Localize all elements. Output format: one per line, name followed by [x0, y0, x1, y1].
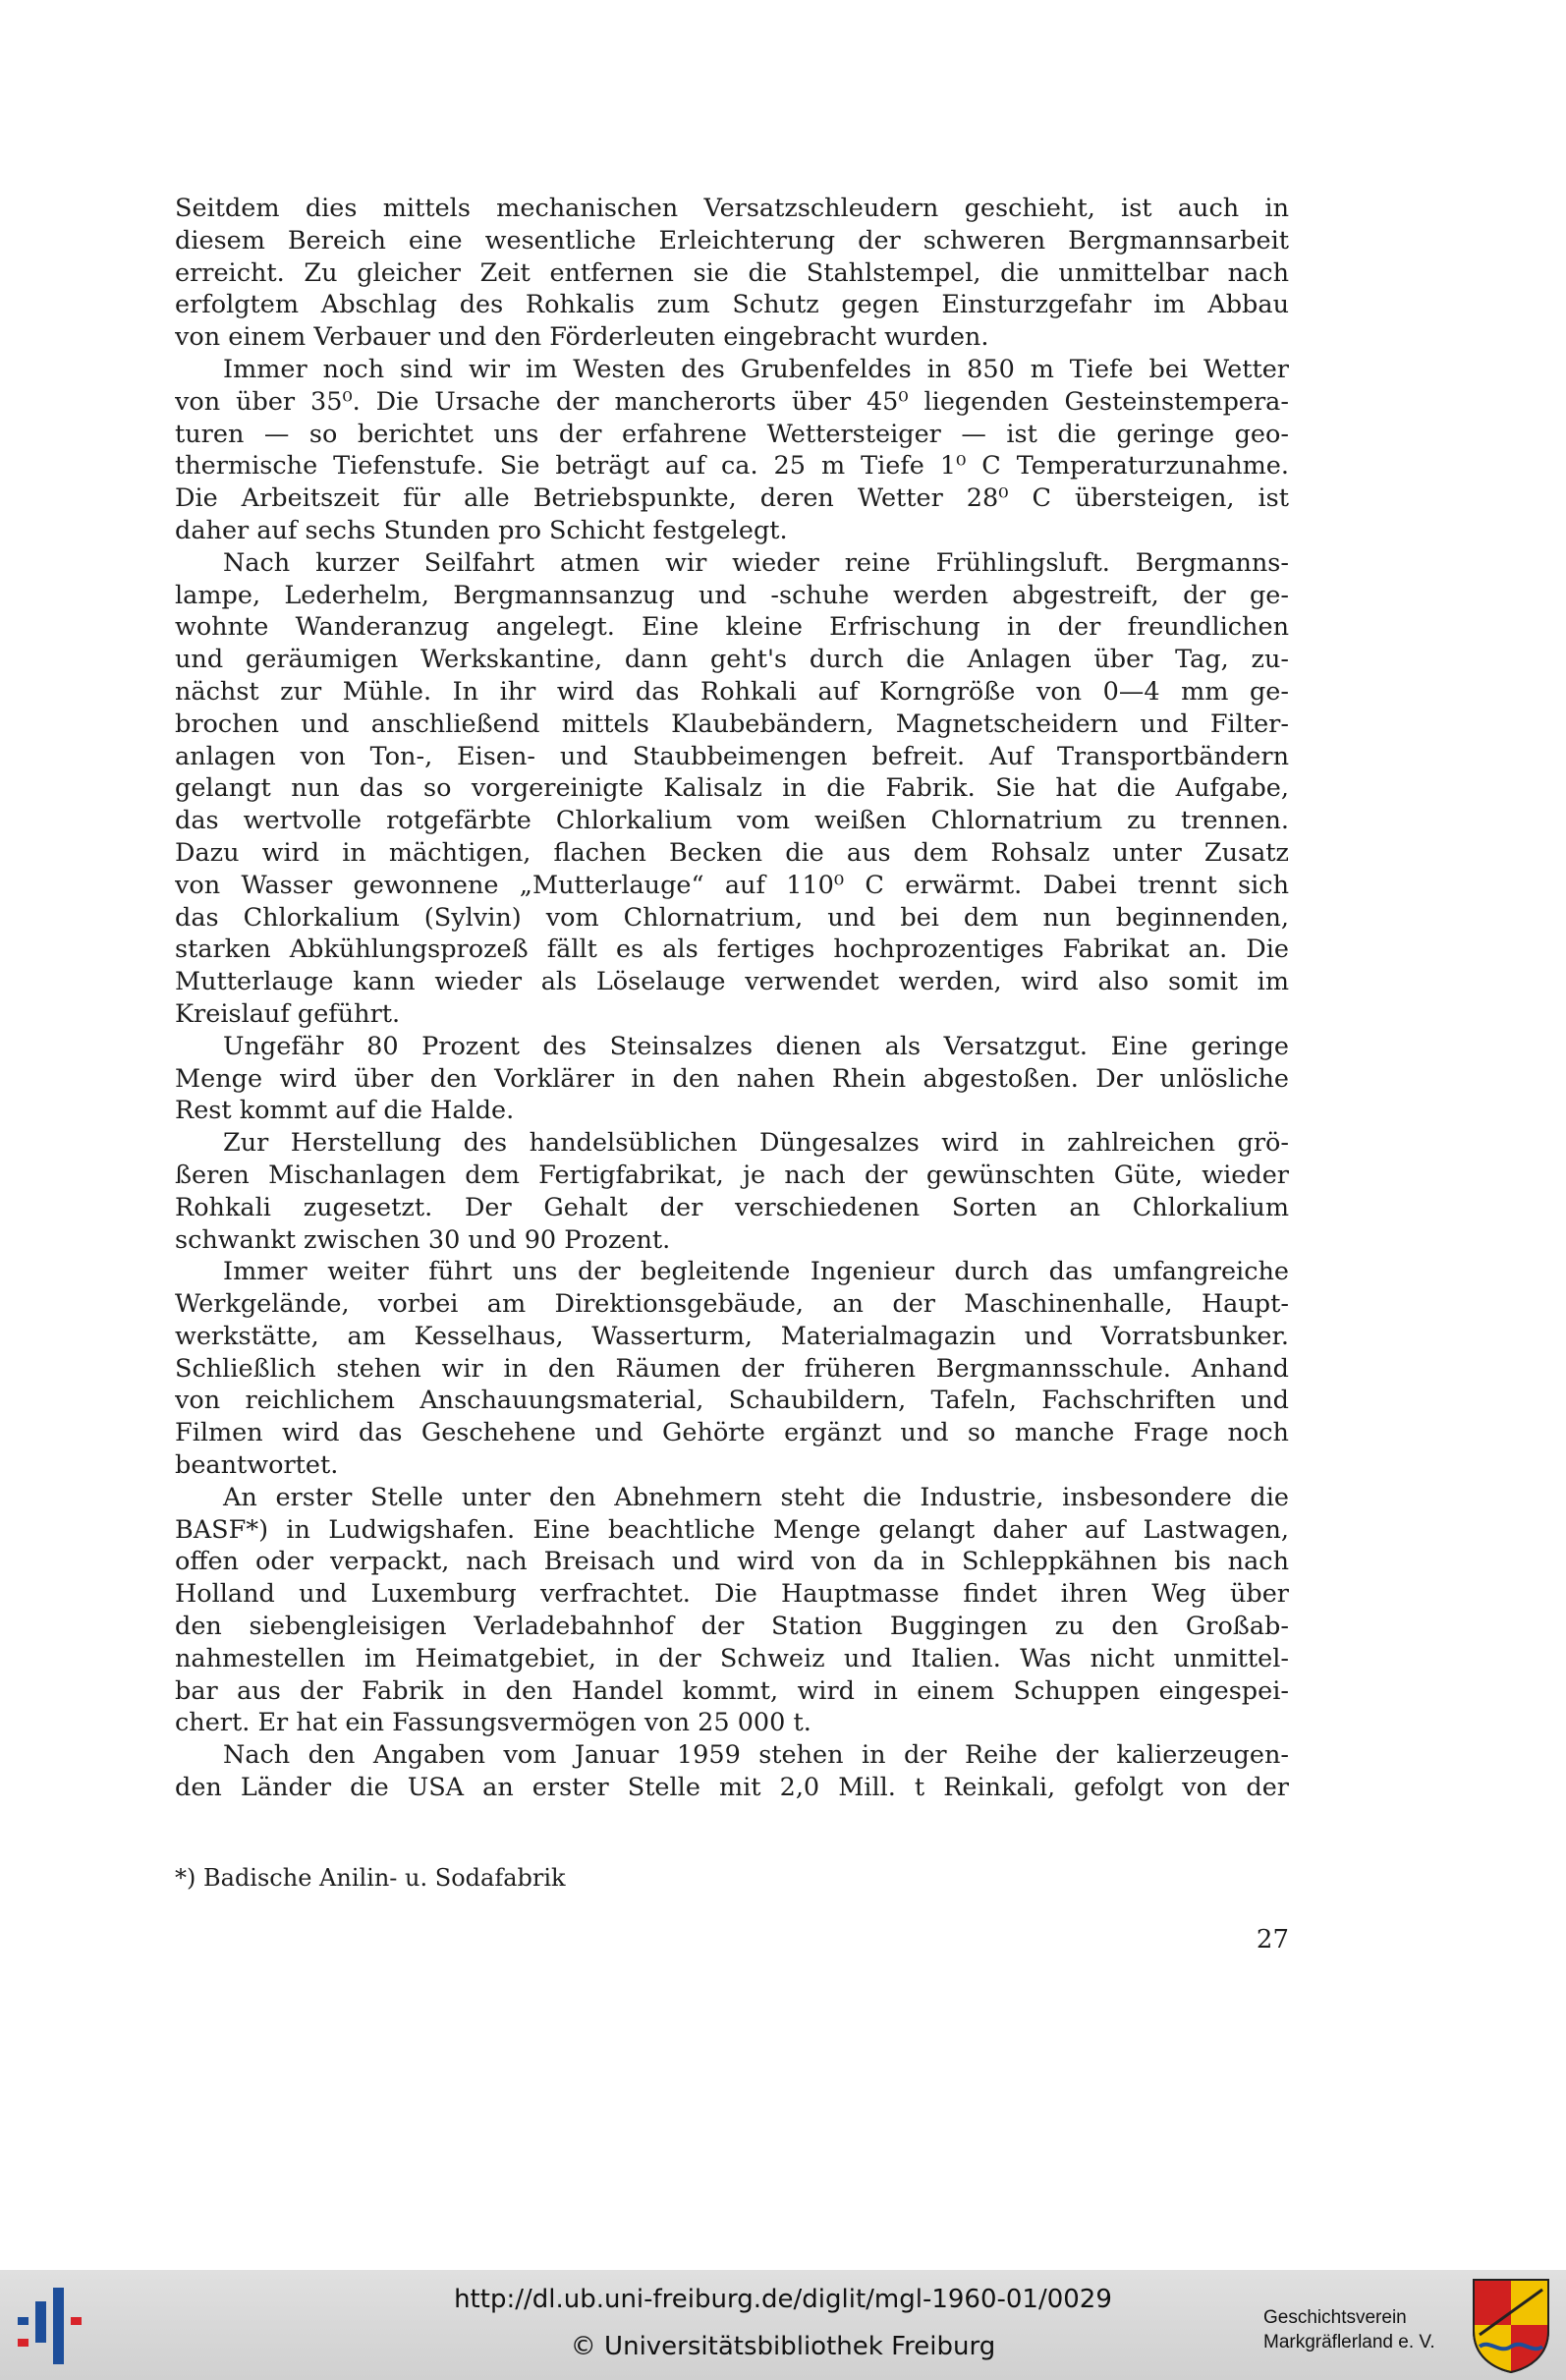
text-line: von über 35⁰. Die Ursache der mancherorts über 45⁰ liegenden Gesteinstempera-	[175, 386, 1289, 417]
text-line: offen oder verpackt, nach Breisach und wird von da in Schleppkähnen bis nach	[175, 1547, 1289, 1577]
footnote: *) Badische Anilin- u. Sodafabrik	[175, 1864, 566, 1892]
text-line: Mutterlauge kann wieder als Löselauge verwendet werden, wird also somit im	[175, 967, 1289, 997]
text-line: An erster Stelle unter den Abnehmern steht die Industrie, insbesondere die	[223, 1482, 1289, 1512]
text-line: Rest kommt auf die Halde.	[175, 1096, 515, 1126]
text-line: erreicht. Zu gleicher Zeit entfernen sie die Stahlstempel, die unmittelbar nach	[175, 257, 1289, 288]
text-line: turen — so berichtet uns der erfahrene Wettersteiger — ist die geringe geo-	[175, 419, 1289, 449]
text-line: Seitdem dies mittels mechanischen Versatzschleudern geschieht, ist auch in	[175, 194, 1289, 223]
text-line: Die Arbeitszeit für alle Betriebspunkte, deren Wetter 28⁰ C übersteigen, ist	[175, 483, 1289, 514]
society-name-line1: Geschichtsverein	[1263, 2307, 1407, 2328]
text-line: lampe, Lederhelm, Bergmannsanzug und -schuhe werden abgestreift, der ge-	[175, 580, 1289, 610]
text-line: Zur Herstellung des handelsüblichen Düngesalzes wird in zahlreichen grö-	[223, 1128, 1289, 1159]
text-line: erfolgtem Abschlag des Rohkalis zum Schutz gegen Einsturzgefahr im Abbau	[175, 290, 1289, 320]
text-line: von Wasser gewonnene „Mutterlauge“ auf 110⁰ C erwärmt. Dabei trennt sich	[175, 870, 1289, 900]
text-line: von reichlichem Anschauungsmaterial, Schaubildern, Tafeln, Fachschriften und	[175, 1386, 1289, 1416]
text-line: von einem Verbauer und den Förderleuten eingebracht wurden.	[175, 322, 989, 353]
text-line: thermische Tiefenstufe. Sie beträgt auf ca. 25 m Tiefe 1⁰ C Temperaturzunahme.	[175, 451, 1289, 482]
text-line: den Länder die USA an erster Stelle mit 2,0 Mill. t Reinkali, gefolgt von der	[175, 1773, 1289, 1803]
text-line: wohnte Wanderanzug angelegt. Eine kleine Erfrischung in der freundlichen	[175, 612, 1289, 643]
text-line: und geräumigen Werkskantine, dann geht's durch die Anlagen über Tag, zu-	[175, 645, 1289, 675]
text-line: nahmestellen im Heimatgebiet, in der Schweiz und Italien. Was nicht unmittel-	[175, 1643, 1289, 1673]
text-line: Nach kurzer Seilfahrt atmen wir wieder reine Frühlingsluft. Bergmanns-	[223, 547, 1289, 578]
copyright-notice: © Universitätsbibliothek Freiburg	[570, 2332, 996, 2361]
text-line: Schließlich stehen wir in den Räumen der früheren Bergmannsschule. Anhand	[175, 1353, 1289, 1384]
text-line: starken Abkühlungsprozeß fällt es als fertiges hochprozentiges Fabrikat an. Die	[175, 935, 1289, 965]
text-line: chert. Er hat ein Fassungsvermögen von 25 000 t.	[175, 1708, 811, 1738]
coat-of-arms-icon	[1470, 2276, 1552, 2374]
text-line: Dazu wird in mächtigen, flachen Becken die aus dem Rohsalz unter Zusatz	[175, 837, 1289, 868]
text-line: diesem Bereich eine wesentliche Erleichterung der schweren Bergmannsarbeit	[175, 225, 1289, 255]
text-line: Immer noch sind wir im Westen des Grubenfeldes in 850 m Tiefe bei Wetter	[223, 354, 1289, 384]
body-text	[175, 193, 1289, 1804]
text-line: Werkgelände, vorbei am Direktionsgebäude, an der Maschinenhalle, Haupt-	[175, 1289, 1289, 1320]
permalink-url[interactable]: http://dl.ub.uni-freiburg.de/diglit/mgl-1960-01/0029	[454, 2285, 1112, 2314]
text-line: anlagen von Ton-, Eisen- und Staubbeimengen befreit. Auf Transportbändern	[175, 741, 1289, 771]
text-line: Rohkali zugesetzt. Der Gehalt der verschiedenen Sorten an Chlorkalium	[175, 1192, 1289, 1222]
text-line: das Chlorkalium (Sylvin) vom Chlornatrium, und bei dem nun beginnenden,	[175, 902, 1289, 933]
text-line: Filmen wird das Geschehene und Gehörte ergänzt und so manche Frage noch	[175, 1418, 1289, 1448]
text-line: daher auf sechs Stunden pro Schicht festgelegt.	[175, 515, 788, 545]
page-number: 27	[1256, 1925, 1289, 1955]
society-name-line2: Markgräflerland e. V.	[1263, 2332, 1435, 2352]
text-line: ßeren Mischanlagen dem Fertigfabrikat, je nach der gewünschten Güte, wieder	[175, 1160, 1289, 1190]
text-line: Ungefähr 80 Prozent des Steinsalzes dienen als Versatzgut. Eine geringe	[223, 1031, 1289, 1061]
text-line: bar aus der Fabrik in den Handel kommt, wird in einem Schuppen eingespei-	[175, 1675, 1289, 1706]
text-line: das wertvolle rotgefärbte Chlorkalium vom weißen Chlornatrium zu trennen.	[175, 806, 1289, 836]
text-line: schwankt zwischen 30 und 90 Prozent.	[175, 1224, 671, 1255]
text-line: Immer weiter führt uns der begleitende Ingenieur durch das umfangreiche	[223, 1257, 1289, 1287]
text-line: Kreislauf geführt.	[175, 998, 401, 1029]
viewer-footer	[0, 2270, 1566, 2380]
text-line: Holland und Luxemburg verfrachtet. Die Hauptmasse findet ihren Weg über	[175, 1579, 1289, 1610]
text-line: BASF*) in Ludwigshafen. Eine beachtliche Menge gelangt daher auf Lastwagen,	[175, 1514, 1289, 1545]
text-line: den siebengleisigen Verladebahnhof der Station Buggingen zu den Großab-	[175, 1612, 1289, 1642]
text-line: beantwortet.	[175, 1450, 339, 1481]
text-line: Menge wird über den Vorklärer in den nahen Rhein abgestoßen. Der unlösliche	[175, 1063, 1289, 1094]
society-name	[1263, 2305, 1460, 2354]
text-line: nächst zur Mühle. In ihr wird das Rohkali auf Korngröße von 0—4 mm ge-	[175, 676, 1289, 707]
text-line: Nach den Angaben vom Januar 1959 stehen in der Reihe der kalierzeugen-	[223, 1740, 1289, 1771]
text-line: brochen und anschließend mittels Klaubebändern, Magnetscheidern und Filter-	[175, 708, 1289, 739]
text-line: werkstätte, am Kesselhaus, Wasserturm, Materialmagazin und Vorratsbunker.	[175, 1321, 1289, 1351]
text-line: gelangt nun das so vorgereinigte Kalisalz in die Fabrik. Sie hat die Aufgabe,	[175, 773, 1289, 804]
